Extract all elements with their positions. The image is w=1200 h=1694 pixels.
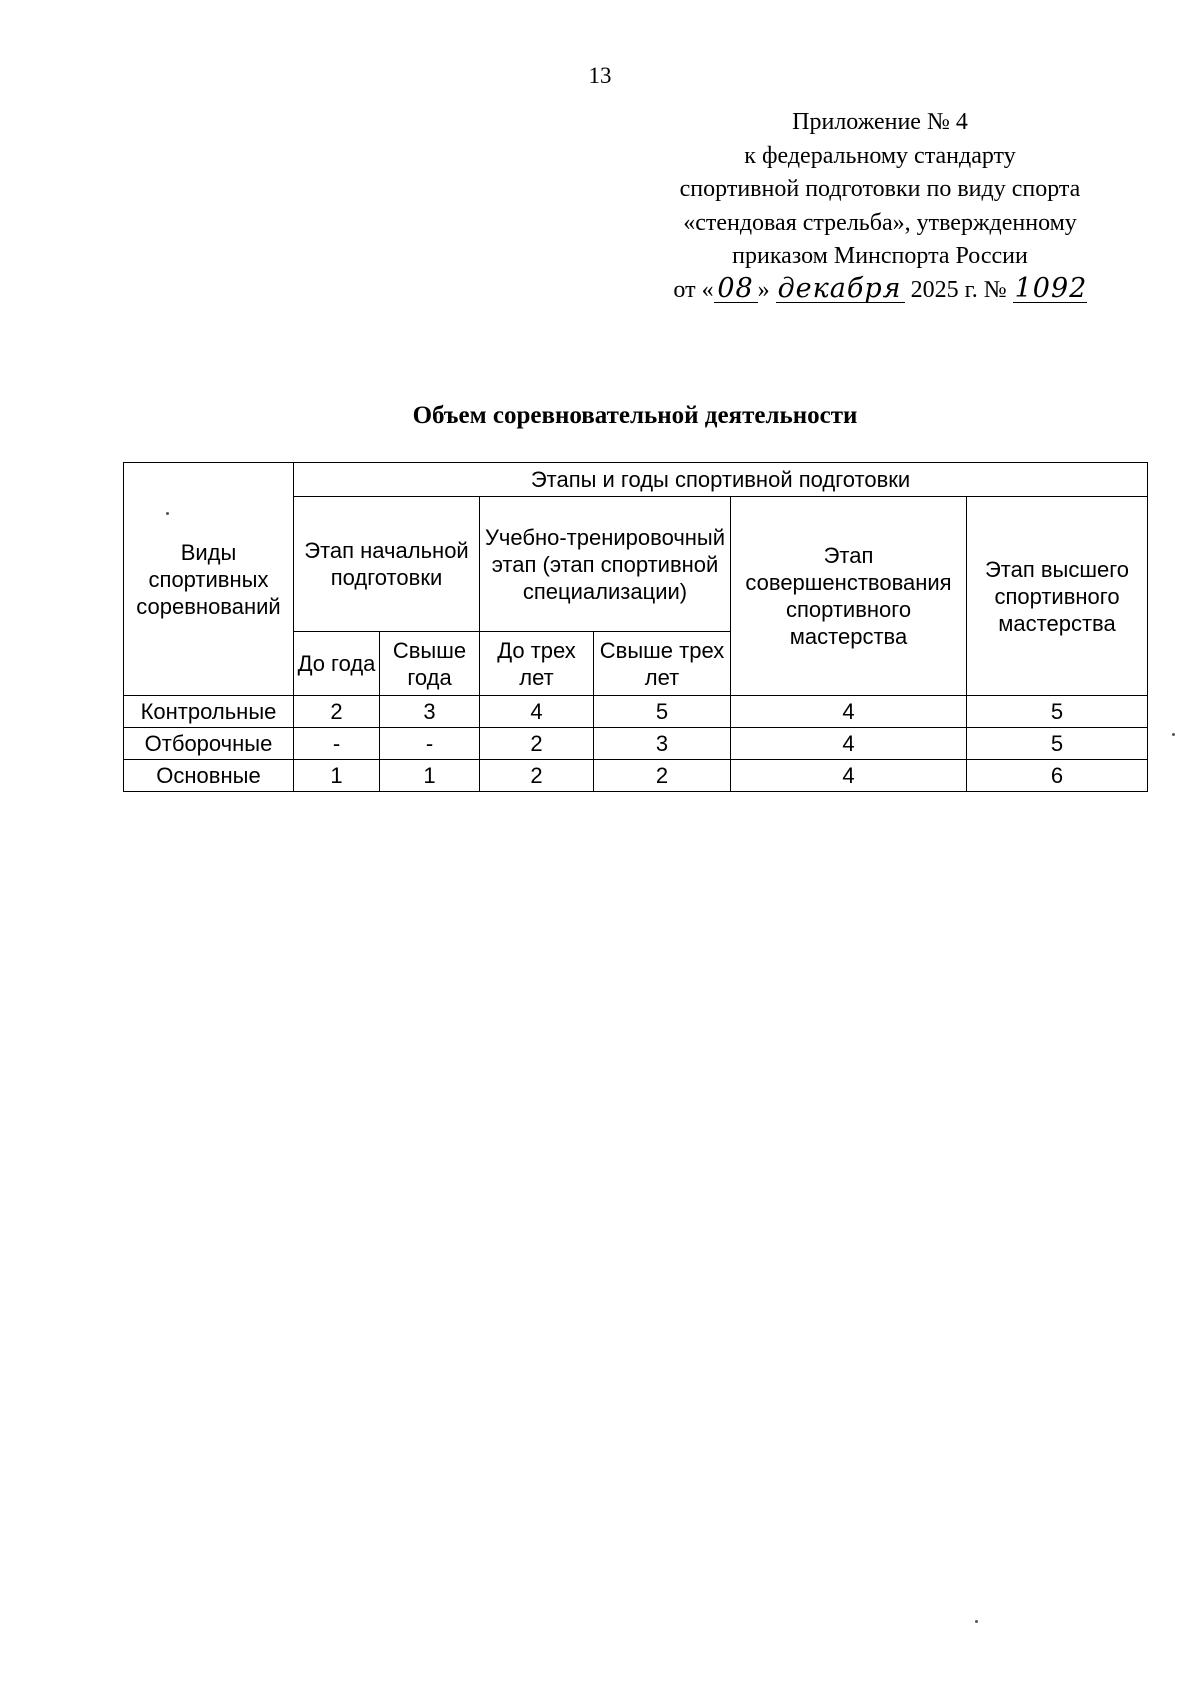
stage-header-initial: Этап начальной подготовки — [294, 497, 480, 632]
date-quote-close: » — [757, 276, 770, 303]
appendix-line: приказом Минспорта России — [732, 243, 1028, 269]
handwritten-day: 08 — [714, 276, 758, 303]
row-label-cell: Отборочные — [124, 728, 294, 760]
subheader-initial-1: До года — [294, 632, 380, 696]
value-cell: 5 — [594, 696, 731, 728]
row-header-cell: Виды спортивных соревнований — [124, 463, 294, 696]
scan-speck — [1172, 733, 1175, 736]
row-label-cell: Основные — [124, 760, 294, 792]
page-number: 13 — [588, 63, 612, 88]
value-cell: 4 — [731, 760, 967, 792]
value-cell: - — [294, 728, 380, 760]
appendix-block — [620, 106, 1140, 307]
document-title: Объем соревновательной деятельности — [412, 402, 858, 429]
value-cell: 3 — [380, 696, 480, 728]
handwritten-month: декабря — [776, 276, 905, 303]
value-cell: - — [380, 728, 480, 760]
appendix-line: Приложение № 4 — [792, 109, 968, 135]
value-cell: 6 — [967, 760, 1148, 792]
subheader-training-1: До трех лет — [480, 632, 594, 696]
table-row — [124, 696, 1148, 728]
subheader-training-2: Свыше трех лет — [594, 632, 731, 696]
scan-speck — [975, 1620, 978, 1623]
subheader-initial-2: Свыше года — [380, 632, 480, 696]
handwritten-order-number: 1092 — [1014, 272, 1088, 304]
value-cell: 2 — [594, 760, 731, 792]
value-cell: 5 — [967, 728, 1148, 760]
value-cell: 2 — [480, 760, 594, 792]
value-cell: 4 — [731, 696, 967, 728]
value-cell: 4 — [731, 728, 967, 760]
value-cell: 5 — [967, 696, 1148, 728]
stage-header-improvement: Этап совершенствования спортивного мастерства — [731, 497, 967, 696]
table-row — [124, 760, 1148, 792]
value-cell: 4 — [480, 696, 594, 728]
value-cell: 3 — [594, 728, 731, 760]
appendix-date-line — [620, 274, 1140, 308]
stage-header-training: Учебно-тренировочный этап (этап спортивной специализации) — [480, 497, 731, 632]
row-label-cell: Контрольные — [124, 696, 294, 728]
value-cell: 2 — [480, 728, 594, 760]
date-year: 2025 г. № — [910, 276, 1007, 303]
competition-volume-table — [123, 462, 1148, 792]
appendix-line: спортивной подготовки по виду спорта — [679, 176, 1081, 202]
table-row — [124, 728, 1148, 760]
value-cell: 1 — [294, 760, 380, 792]
value-cell: 1 — [380, 760, 480, 792]
group-header-cell: Этапы и годы спортивной подготовки — [294, 463, 1148, 497]
appendix-line: к федеральному стандарту — [744, 142, 1016, 169]
stage-header-highest: Этап высшего спортивного мастерства — [967, 497, 1148, 696]
date-prefix: от « — [673, 276, 714, 303]
scan-speck — [166, 512, 169, 515]
value-cell: 2 — [294, 696, 380, 728]
appendix-line: «стендовая стрельба», утвержденному — [683, 209, 1077, 236]
